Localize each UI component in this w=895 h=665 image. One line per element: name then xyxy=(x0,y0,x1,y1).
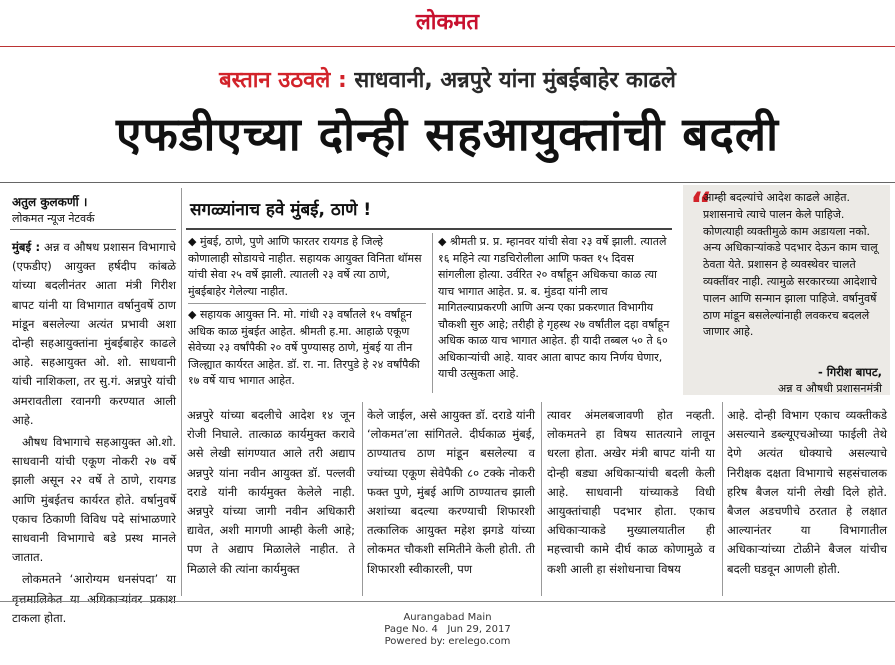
list-item: ◆ श्रीमती प्र. प्र. म्हानवर यांची सेवा २३ वर्षे झाली. त्यातले १६ महिने त्या गडचिरोलीला आणि फक्त १५ दिवस सांगलीला होत्या. उर्वरित २० वर्षांहून अधिकचा काळ त्या याच भागात आहेत. प्र. ब. मुंडदा यांनी लाच मागितल्याप्रकरणी आणि अन्य एका प्रकरणात विभागीय चौकशी सुरु आहे; तरीही हे गृहस्थ २७ वर्षांतील दहा वर्षांहून अधिक काळ याच भागात आहेत. ही यादी तब्बल ५० ते ६० अधिकाऱ्यांची आहे. यावर आता बापट काय निर्णय घेणार, याची उत्सुकता आहे. xyxy=(438,235,670,380)
footer-page: Page No. 4 xyxy=(384,624,438,635)
footer-powered: Powered by: erelego.com xyxy=(384,636,511,647)
quote-author: - गिरीश बापट, xyxy=(818,365,882,379)
footer-date: Jun 29, 2017 xyxy=(447,624,511,635)
article-paragraph: लोकमतने ‘आरोग्यम धनसंपदा’ या वृत्तमालिकेत या अधिकाऱ्यांवर प्रकाश टाकला होता. xyxy=(12,572,176,625)
sidebar-left-list xyxy=(188,234,426,390)
column-divider xyxy=(541,402,542,596)
sidebar-column-divider xyxy=(432,233,433,393)
quote-mark-icon: “ xyxy=(690,185,713,225)
list-item: ◆ सहायक आयुक्त नि. मो. गांधी २३ वर्षांतले १५ वर्षांहून अधिक काळ मुंबईत आहेत. श्रीमती ह.मा. आहाळे एकूण सेवेच्या २३ वर्षांपैकी २० वर्षे पुण्यासह ठाणे, मुंबई या तीन जिल्ह्यात कार्यरत आहेत. डॉ. रा. ना. तिरपुडे हे २४ वर्षांपैकी १७ वर्षे याच भागात आहेत. xyxy=(188,308,420,387)
dateline: मुंबई : xyxy=(12,240,41,254)
article-column-1 xyxy=(12,238,176,628)
column-divider xyxy=(722,402,723,596)
sidebar-right-list xyxy=(438,234,670,383)
kicker xyxy=(0,64,895,94)
article-paragraph: त्यावर अंमलबजावणी होत नव्हती. लोकमतने हा विषय सातत्याने लावून धरला होता. अखेर मंत्री बापट यांनी या दोन्ही बड्या अधिकाऱ्यांची बदली केली आहे. साधवानी यांच्याकडे विधी आयुक्तांचाही पदभार होता. एकाच अधिकाऱ्याकडे मुख्यालयातील ही महत्त्वाची कामे दीर्घ काळ कोणामुळे व कशी आली हा संशोधनाचा विषय xyxy=(547,408,715,576)
article-column-4 xyxy=(547,406,715,579)
article-column-3 xyxy=(367,406,535,579)
article-paragraph: अन्नपुरे यांच्या बदलीचे आदेश १४ जून रोजी निघाले. तात्काळ कार्यमुक्त करावे असे लेखी सांगण्यात आले तरी अद्याप अन्नपुरे यांना नवीन आयुक्त डॉ. पल्लवी दराडे यांनी कार्यमुक्त केलेले नाही. अन्नपुरे यांच्या जागी नवीन अधिकारी द्यावेत, अशी मागणी आम्ही केली आहे; पण ते अद्याप मिळालेले नाहीत. ते मिळाले की त्यांना कार्यमुक्त xyxy=(187,408,355,576)
byline-agency: लोकमत न्यूज नेटवर्क xyxy=(12,212,95,225)
kicker-label: बस्तान उठवले : xyxy=(219,68,347,93)
column-divider xyxy=(181,188,182,596)
headline: एफडीएच्या दोन्ही सहआयुक्तांची बदली xyxy=(115,107,780,161)
article-paragraph: केले जाईल, असे आयुक्त डॉ. दराडे यांनी ‘लोकमत’ला सांगितले. दीर्घकाळ मुंबई, ठाण्यातच ठाण मांडून बसलेल्या व ज्यांच्या एकूण सेवेपैकी ८० टक्के नोकरी फक्त पुणे, मुंबई आणि ठाण्यातच झाली अशांच्या बदल्या करण्याची शिफारशी तत्कालिक आयुक्त महेश झगडे यांच्या लोकमत चौकशी समितीने केली होती. ती शिफारशी स्वीकारली, पण xyxy=(367,408,535,576)
byline-author: अतुल कुलकर्णी । xyxy=(12,195,88,209)
column-divider xyxy=(362,402,363,596)
footer-edition: Aurangabad Main xyxy=(403,612,492,623)
article-column-2 xyxy=(187,406,355,579)
article-column-5 xyxy=(727,406,887,579)
headline-divider xyxy=(0,182,895,183)
sidebar-title: सगळ्यांनाच हवे मुंबई, ठाणे ! xyxy=(186,197,375,220)
footer-divider xyxy=(0,601,895,602)
article-paragraph: मुंबई : अन्न व औषध प्रशासन विभागाचे (एफडीए) आयुक्त हर्षदीप कांबळे यांच्या बदलीनंतर आता मंत्री गिरीश बापट यांनी या विभागात वर्षानुवर्षे ठाण मांडून बसलेल्या अत्यंत प्रभावी अशा दोन्ही सहआयुक्तांना मुंबईबाहेर काढले आहे. सहआयुक्त ओ. शो. साधवानी यांची नाशिकला, तर सु.गं. अन्नपुरे यांची अमरावतीला रवानगी करण्यात आली आहे. xyxy=(12,240,176,427)
kicker-text: साधवानी, अन्नपुरे यांना मुंबईबाहेर काढले xyxy=(354,68,676,93)
footer-page-date xyxy=(0,624,895,636)
list-item: ◆ मुंबई, ठाणे, पुणे आणि फारतर रायगड हे जिल्हे कोणालाही सोडायचे नाहीत. सहायक आयुक्त विनिता थॉमस यांची सेवा २५ वर्षे झाली. त्यातली २३ वर्षे त्या ठाणे, मुंबईबाहेर गेलेल्या नाहीत. xyxy=(188,235,422,298)
quote-text: आम्ही बदल्यांचे आदेश काढले आहेत. प्रशासनाचे त्याचे पालन केले पाहिजे. कोणत्याही व्यक्तीमुळे काम अडायला नको. अन्य अधिकाऱ्यांकडे पदभार देऊन काम चालू ठेवता येते. प्रशासन हे व्यवस्थेवर चालते व्यक्तींवर नाही. त्यामुळे सरकारच्या आदेशाचे पालन आणि सन्मान झाला पाहिजे. वर्षानुवर्षे ठाण मांडून बसलेल्यांनाही लवकरच बदलले जाणार आहे. xyxy=(703,191,878,339)
article-paragraph: औषध विभागाचे सहआयुक्त ओ.शो. साधवानी यांची एकूण नोकरी २७ वर्षे झाली असून २२ वर्षे ते ठाणे, रायगड आणि मुंबईतच कार्यरत होते. वर्षानुवर्षे एकाच ठिकाणी विविध पदे सांभाळणारे साधवानी विभागाचे बडे प्रस्थ मानले जातात. xyxy=(12,435,176,565)
quote-author-role: अन्न व औषधी प्रशासनमंत्री xyxy=(777,382,882,395)
article-paragraph: आहे. दोन्ही विभाग एकाच व्यक्तीकडे असल्याने डब्ल्यूएचओच्या फाईली तेथे देणे अत्यंत धोक्याचे असल्याचे निरीक्षक दक्षता विभागाचे सहसंचालक हरिष बैजल यांनी लेखी दिले होते. बैजल अडचणीचे ठरतात हे लक्षात आल्यानंतर या विभागातील अधिकाऱ्यांच्या टोळीने बैजल यांचीच बदली घडवून आणली होती. xyxy=(727,408,887,576)
newspaper-logo: लोकमत xyxy=(415,10,480,35)
byline-divider xyxy=(10,229,176,230)
